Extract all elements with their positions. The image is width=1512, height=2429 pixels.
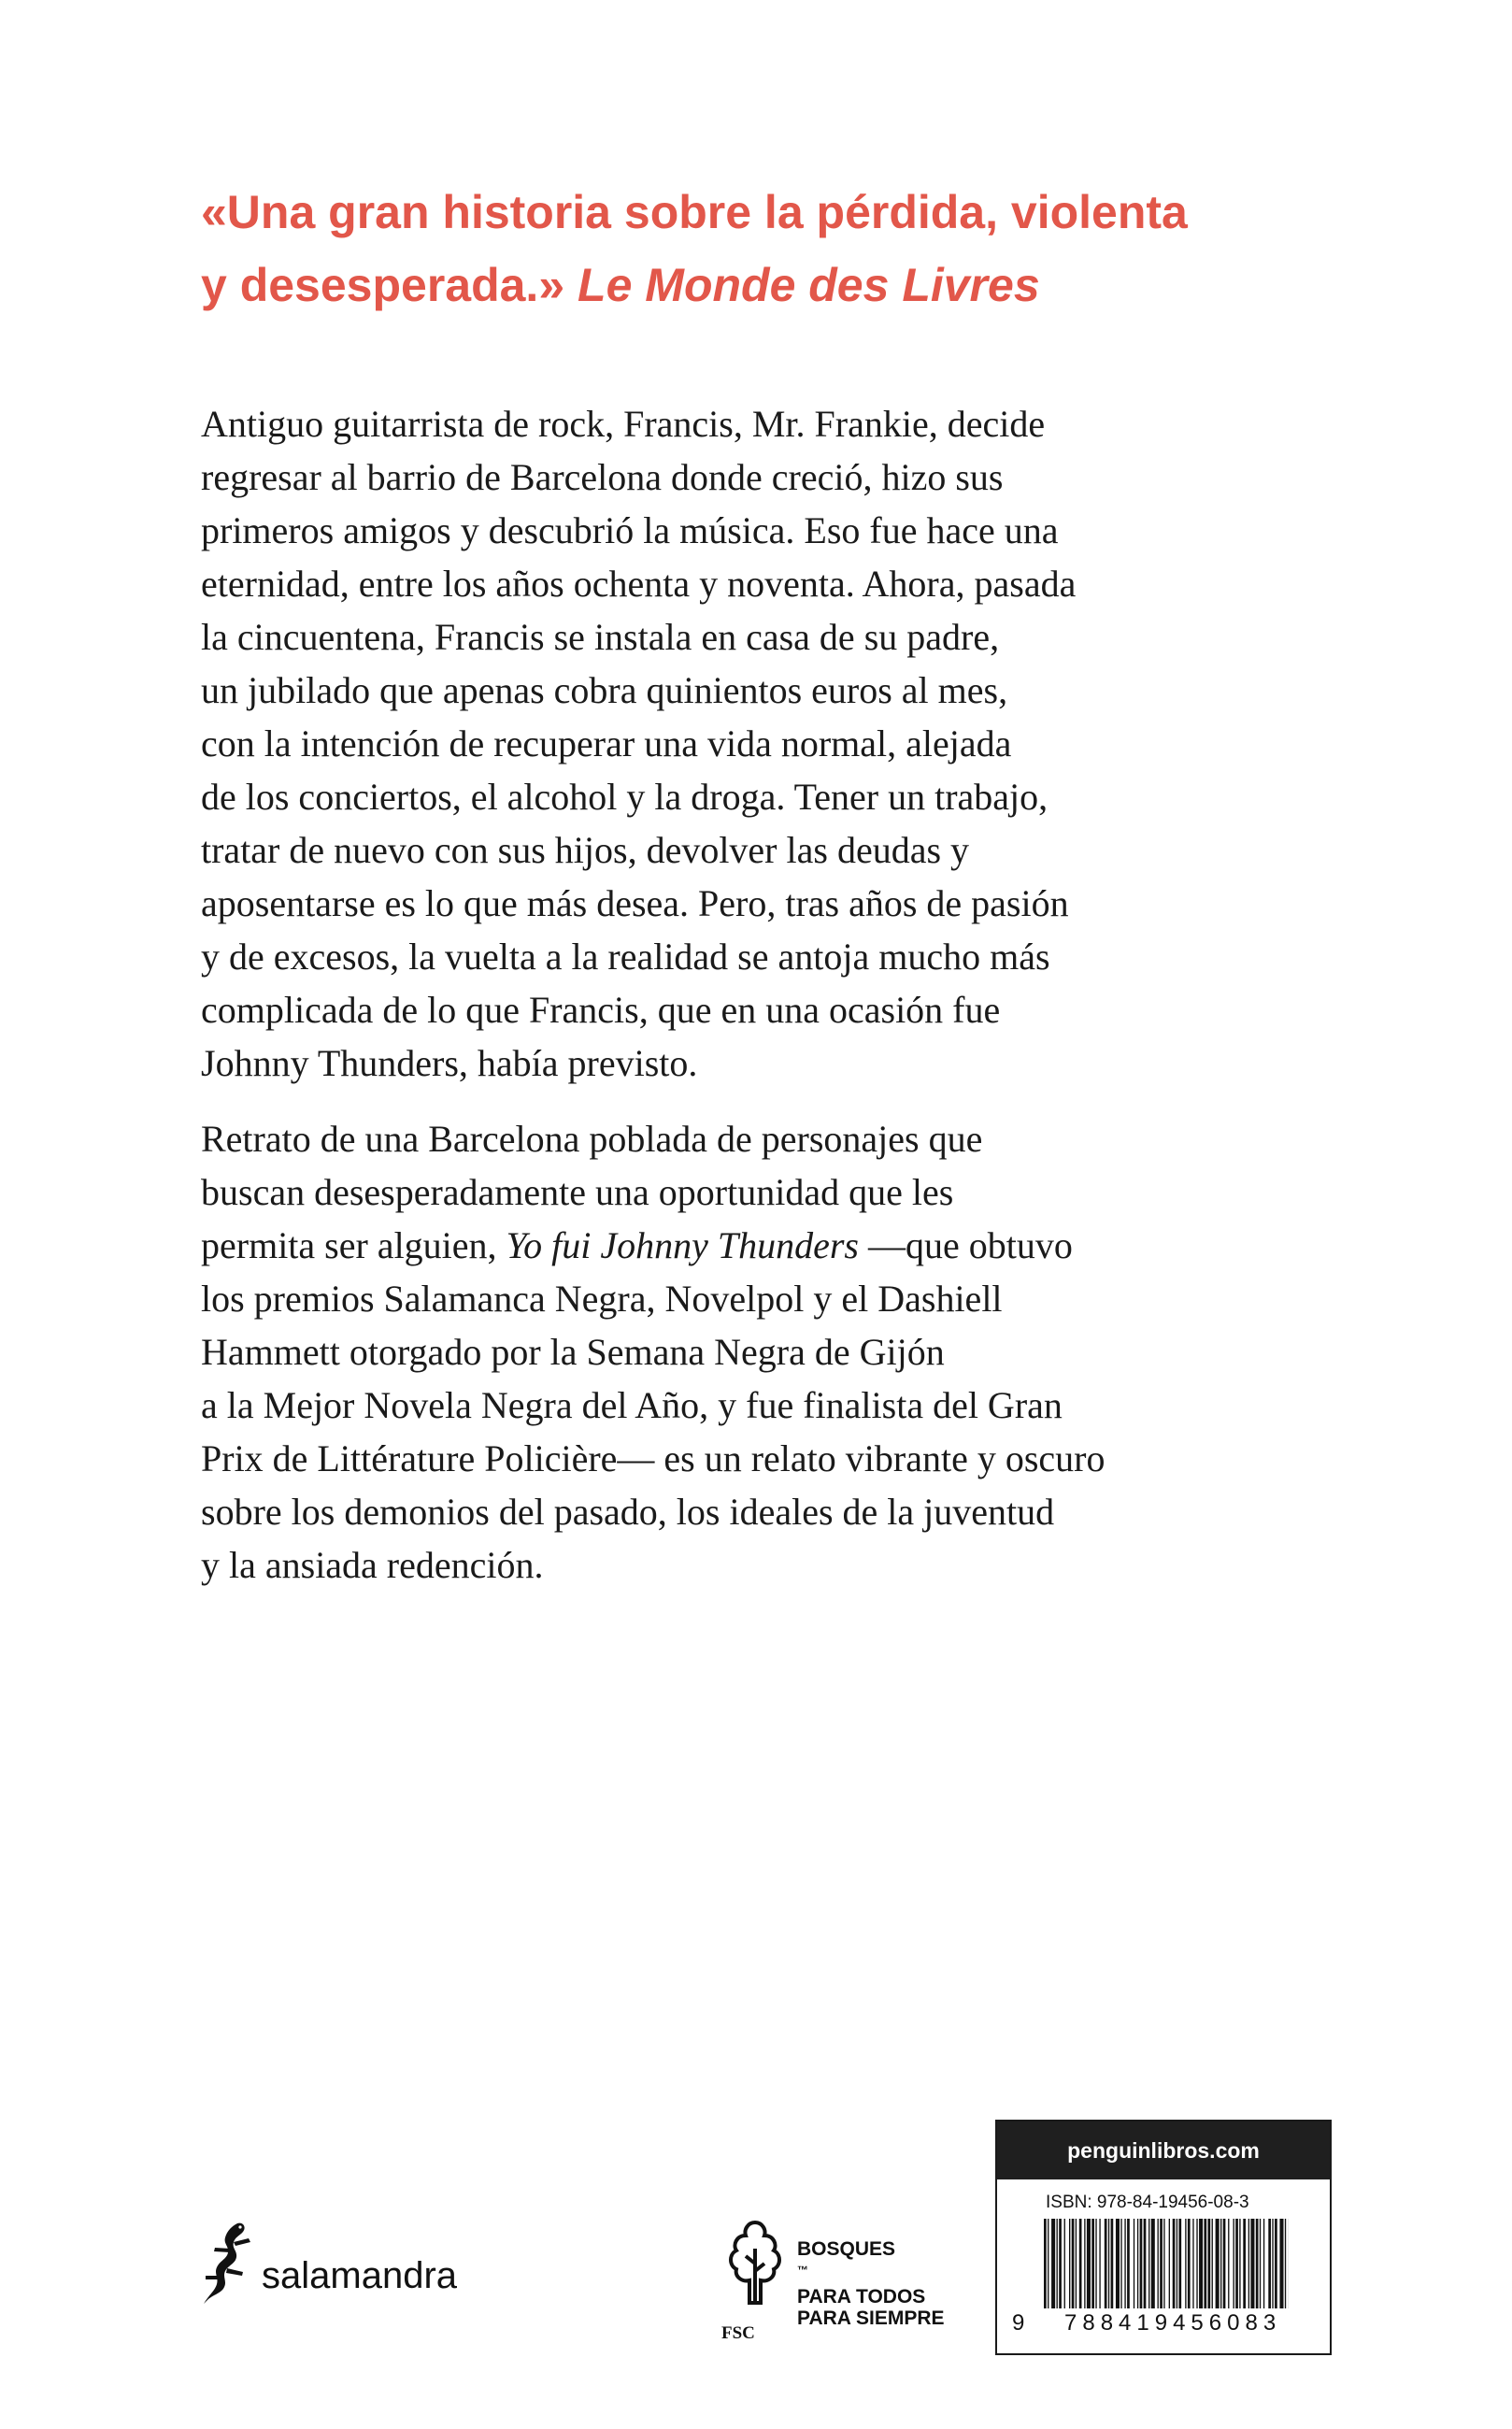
barcode-bar bbox=[1051, 2219, 1055, 2308]
barcode-bar bbox=[1272, 2219, 1273, 2308]
synopsis-line: la cincuentena, Francis se instala en casa de su padre, bbox=[201, 616, 1000, 658]
barcode-bar bbox=[1163, 2219, 1164, 2308]
barcode-bar bbox=[1099, 2219, 1100, 2308]
barcode-bar bbox=[1120, 2219, 1121, 2308]
synopsis-line: Johnny Thunders, había previsto. bbox=[201, 1042, 698, 1084]
barcode-bar bbox=[1079, 2219, 1082, 2308]
barcode-bar bbox=[1044, 2219, 1047, 2308]
barcode-bar bbox=[1256, 2219, 1259, 2308]
barcode-bar bbox=[1192, 2219, 1193, 2308]
barcode-bar bbox=[1169, 2219, 1170, 2308]
synopsis-line: sobre los demonios del pasado, los ideales de la juventud bbox=[201, 1491, 1055, 1533]
synopsis-line: regresar al barrio de Barcelona donde creció, hizo sus bbox=[201, 456, 1004, 498]
isbn-text: ISBN: 978-84-19456-08-3 bbox=[1046, 2193, 1249, 2212]
barcode-bar bbox=[1185, 2219, 1186, 2308]
publisher-name: salamandra bbox=[262, 2254, 458, 2296]
barcode-bar bbox=[1228, 2219, 1229, 2308]
barcode-bar bbox=[1173, 2219, 1176, 2308]
barcode-bar bbox=[1208, 2219, 1211, 2308]
synopsis-line bbox=[201, 1219, 1360, 1272]
barcode-digits: 788419456083 bbox=[1064, 2310, 1282, 2336]
trademark-mark: ™ bbox=[797, 2264, 808, 2277]
quote-source: Le Monde des Livres bbox=[578, 259, 1040, 311]
barcode-bar bbox=[1220, 2219, 1221, 2308]
barcode-bar bbox=[1064, 2219, 1065, 2308]
barcode-bar bbox=[1243, 2219, 1246, 2308]
barcode-panel bbox=[995, 2120, 1332, 2355]
fsc-tagline-text: BOSQUES bbox=[797, 2238, 896, 2260]
barcode-bar bbox=[1250, 2219, 1254, 2308]
barcode-bar bbox=[1116, 2219, 1120, 2308]
barcode-bar bbox=[1124, 2219, 1125, 2308]
barcode-bar bbox=[1084, 2219, 1085, 2308]
fsc-label: FSC bbox=[721, 2323, 755, 2343]
barcode-bar bbox=[1235, 2219, 1238, 2308]
barcode-bar bbox=[1239, 2219, 1240, 2308]
barcode-bar bbox=[1223, 2219, 1226, 2308]
synopsis-line: Prix de Littérature Policière— es un relato vibrante y oscuro bbox=[201, 1437, 1105, 1479]
quote-line-1: «Una gran historia sobre la pérdida, violenta bbox=[201, 186, 1188, 238]
synopsis-line: buscan desesperadamente una oportunidad que les bbox=[201, 1171, 954, 1213]
barcode-bar bbox=[1285, 2219, 1286, 2308]
publisher-logo bbox=[196, 2220, 457, 2306]
barcode-bar bbox=[1076, 2219, 1077, 2308]
synopsis-line: primeros amigos y descubrió la música. Eso fue hace una bbox=[201, 509, 1059, 551]
salamander-icon bbox=[196, 2220, 256, 2306]
synopsis-line: y la ansiada redención. bbox=[201, 1544, 544, 1586]
barcode-bar bbox=[1178, 2219, 1181, 2308]
synopsis-paragraph-2-rest bbox=[201, 1272, 1360, 1592]
barcode-bar bbox=[1095, 2219, 1096, 2308]
barcode-bar bbox=[1144, 2219, 1147, 2308]
synopsis-line: Retrato de una Barcelona poblada de personajes que bbox=[201, 1118, 983, 1160]
fsc-tree-logo-icon bbox=[720, 2217, 791, 2322]
pull-quote bbox=[201, 176, 1378, 321]
barcode-bar bbox=[1275, 2219, 1277, 2308]
barcode bbox=[1044, 2219, 1289, 2312]
barcode-bar bbox=[1260, 2219, 1261, 2308]
barcode-bar bbox=[1158, 2219, 1159, 2308]
barcode-bar bbox=[1204, 2219, 1206, 2308]
barcode-bar bbox=[1279, 2219, 1283, 2308]
barcode-bar bbox=[1111, 2219, 1114, 2308]
barcode-bar bbox=[1072, 2219, 1075, 2308]
barcode-bar bbox=[1059, 2219, 1062, 2308]
synopsis-line: complicada de lo que Francis, que en una ocasión fue bbox=[201, 989, 1001, 1031]
fsc-tagline bbox=[797, 2238, 945, 2329]
synopsis-line: los premios Salamanca Negra, Novelpol y el Dashiell bbox=[201, 1278, 1003, 1320]
barcode-bar bbox=[1263, 2219, 1264, 2308]
barcode-bar bbox=[1137, 2219, 1138, 2308]
barcode-first-digit: 9 bbox=[1012, 2310, 1025, 2336]
synopsis-line: Antiguo guitarrista de rock, Francis, Mr. Frankie, decide bbox=[201, 403, 1046, 445]
barcode-bar bbox=[1188, 2219, 1191, 2308]
synopsis-text: permita ser alguien, bbox=[201, 1224, 506, 1266]
barcode-bar bbox=[1127, 2219, 1130, 2308]
synopsis-line: aposentarse es lo que más desea. Pero, tras años de pasión bbox=[201, 882, 1069, 924]
barcode-bar bbox=[1105, 2219, 1107, 2308]
barcode-bar bbox=[1196, 2219, 1197, 2308]
barcode-bar bbox=[1268, 2219, 1271, 2308]
synopsis-line: un jubilado que apenas cobra quinientos euros al mes, bbox=[201, 669, 1008, 711]
fsc-tagline-line: PARA SIEMPRE bbox=[797, 2308, 945, 2329]
synopsis-text: —que obtuvo bbox=[859, 1224, 1073, 1266]
barcode-bar bbox=[1140, 2219, 1143, 2308]
fsc-tagline-line: PARA TODOS bbox=[797, 2286, 926, 2308]
barcode-bar bbox=[1087, 2219, 1091, 2308]
synopsis-line: a la Mejor Novela Negra del Año, y fue finalista del Gran bbox=[201, 1384, 1063, 1426]
barcode-bar bbox=[1199, 2219, 1203, 2308]
synopsis-line: de los conciertos, el alcohol y la droga. Tener un trabajo, bbox=[201, 776, 1048, 818]
barcode-bar bbox=[1160, 2219, 1163, 2308]
synopsis-paragraph-1 bbox=[201, 397, 1360, 1090]
website-label: penguinlibros.com bbox=[997, 2122, 1330, 2179]
quote-line-2 bbox=[201, 249, 1378, 321]
barcode-bar bbox=[1057, 2219, 1058, 2308]
synopsis bbox=[201, 397, 1360, 1592]
barcode-bar bbox=[1091, 2219, 1094, 2308]
barcode-bar bbox=[1151, 2219, 1155, 2308]
book-title: Yo fui Johnny Thunders bbox=[506, 1224, 859, 1266]
barcode-bar bbox=[1148, 2219, 1149, 2308]
barcode-bar bbox=[1216, 2219, 1220, 2308]
synopsis-line: con la intención de recuperar una vida normal, alejada bbox=[201, 722, 1012, 764]
synopsis-line: y de excesos, la vuelta a la realidad se antoja mucho más bbox=[201, 936, 1050, 978]
fsc-tagline-line bbox=[797, 2238, 945, 2286]
barcode-bar bbox=[1248, 2219, 1249, 2308]
barcode-bar bbox=[1212, 2219, 1213, 2308]
barcode-bar bbox=[1108, 2219, 1109, 2308]
quote-line-2-text: y desesperada.» bbox=[201, 259, 565, 311]
barcode-bar bbox=[1069, 2219, 1070, 2308]
synopsis-line: Hammett otorgado por la Semana Negra de Gijón bbox=[201, 1331, 945, 1373]
synopsis-line: tratar de nuevo con sus hijos, devolver las deudas y bbox=[201, 829, 970, 871]
synopsis-line: eternidad, entre los años ochenta y noventa. Ahora, pasada bbox=[201, 563, 1077, 605]
synopsis-paragraph-2 bbox=[201, 1112, 1360, 1592]
